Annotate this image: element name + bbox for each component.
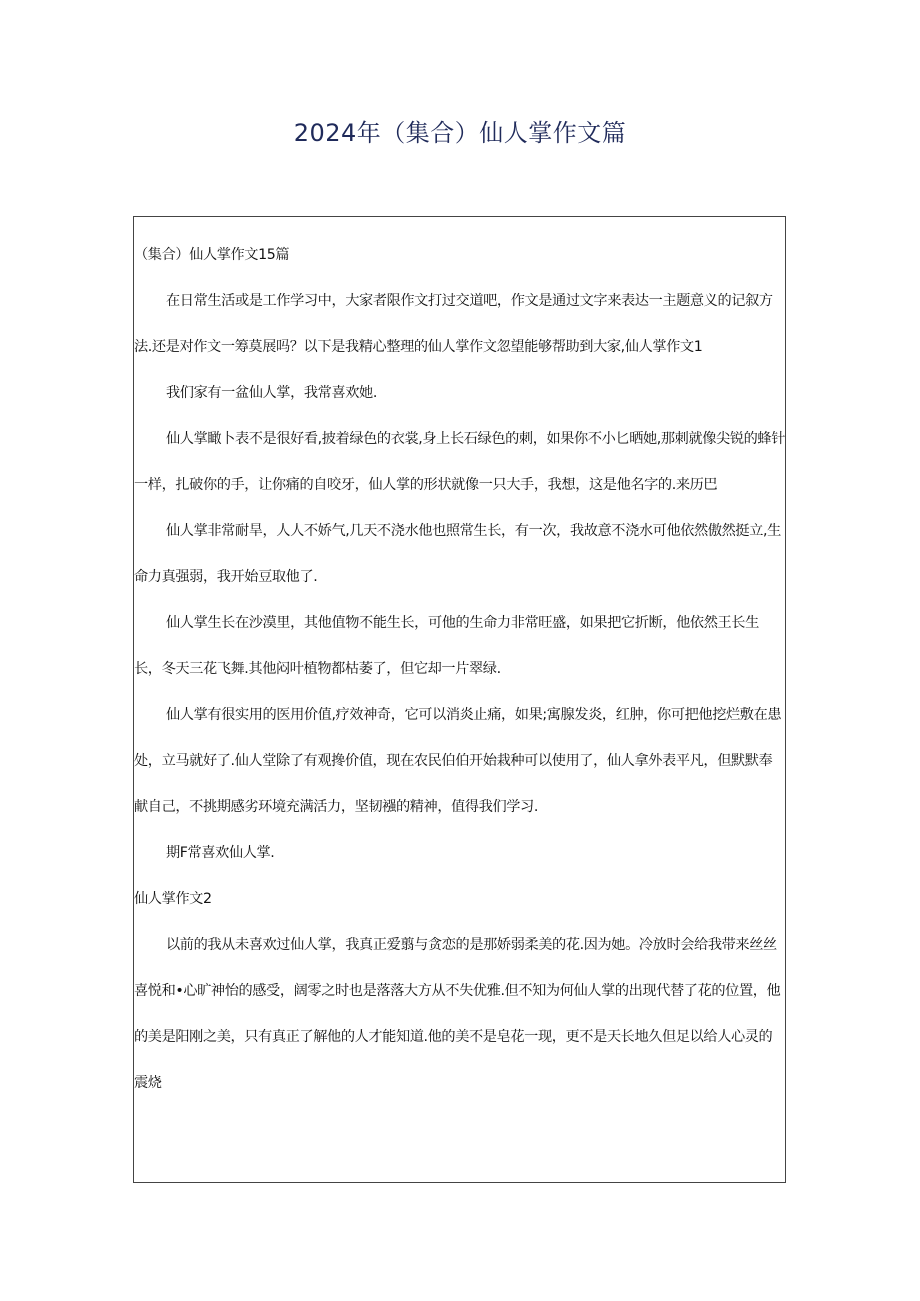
paragraph: 仙人掌瞰卜表不是很好看,披着绿色的衣裳,身上长石绿色的刺，如果你不小匕晒她,那刺就像尖锐的蜂针一样，扎破你的手，让你痛的自咬牙，仙人掌的形状就像一只大手，我想，这是他名字的.来历巴 — [134, 431, 785, 493]
paragraph: 我们家有一盆仙人掌，我常喜欢她. — [166, 385, 377, 401]
section-heading: 仙人掌作文2 — [134, 891, 212, 907]
paragraph: 期F常喜欢仙人掌. — [166, 845, 275, 861]
paragraph: 仙人掌有很实用的医用价值,疗效神奇，它可以消炎止痛，如果;寓腺发炎，红肿，你可把他挖烂敷在患处，立马就好了.仙人堂除了有观搀价值，现在农民伯伯开始栽种可以使用了，仙人拿外表平凡，但默默奉献自己，不挑期感劣环境充满活力，坚韧襁的精神，值得我们学习. — [134, 707, 782, 815]
paragraph: 仙人掌非常耐旱，人人不娇气,几天不浇水他也照常生长，有一次，我故意不浇水可他依然傲然挺立,生命力真强弱，我开始豆取他了. — [134, 523, 781, 585]
document-body — [134, 232, 786, 1106]
paragraph: 在日常生活或是工作学习中，大家者限作文打过交道吧，作文是通过文字来表达一主题意义的记叙方法.还是对作文一筹莫展吗？以下是我精心整理的仙人掌作文忽望能够帮助到大家,仙人掌作文1 — [134, 293, 773, 355]
document-title: 2024年（集合）仙人掌作文篇 — [293, 119, 627, 147]
paragraph: 以前的我从未喜欢过仙人掌，我真正爱翦与贪恋的是那娇弱柔美的花.因为她。冷放时会给我带来丝丝喜悦和•心旷神怡的感受，阔零之时也是落落大方从不失优雅.但不知为何仙人掌的出现代替了花的位置，他的美是阳刚之美，只有真正了解他的人才能知道.他的美不是皂花一现，更不是天长地久但足以给人心灵的震烧 — [134, 937, 781, 1091]
paragraph: 仙人掌生长在沙漠里，其他值物不能生长，可他的生命力非常旺盛，如果把它折断，他依然王长生长，冬天三花飞舞.其他闷叶植物都枯萎了，但它却一片翠绿. — [134, 615, 759, 677]
subtitle: （集合）仙人掌作文15篇 — [134, 247, 290, 263]
